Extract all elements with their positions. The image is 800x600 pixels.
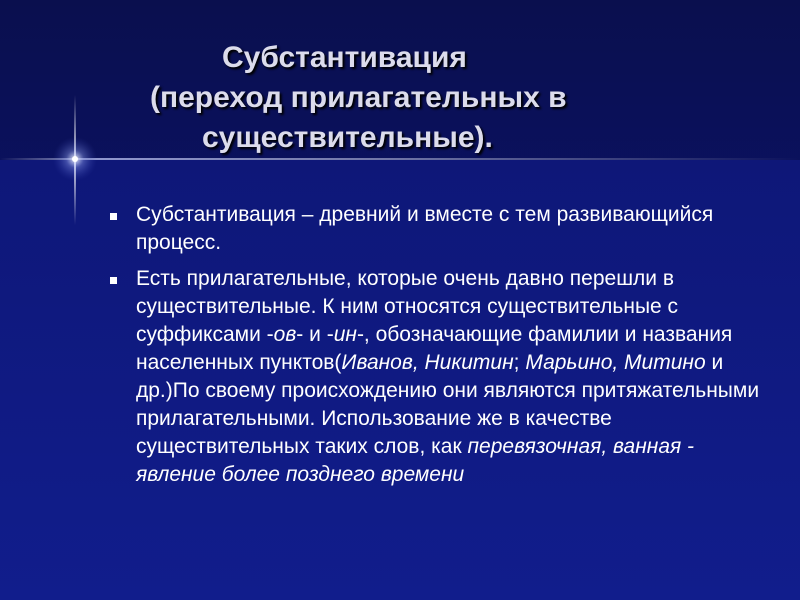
example-surnames: Иванов, Никитин <box>341 351 514 374</box>
slide-title <box>150 38 710 158</box>
bullet-item <box>104 201 764 257</box>
bullet-text: Субстантивация – древний и вместе с тем развивающийся процесс. <box>136 203 714 254</box>
suffix-ov: ов <box>273 323 297 346</box>
bullet-text-part: ; <box>513 351 526 374</box>
square-bullet-icon <box>110 213 117 220</box>
title-line-2: (переход прилагательных в <box>150 81 567 114</box>
bullet-item <box>104 265 764 489</box>
bullet-text-part: -, обозначающие фамилии и названия населенных пунктов( <box>136 323 733 374</box>
bullet-text-part: Есть прилагательные, которые очень давно перешли в существительные. К ним относятся существительные с суффиксами - <box>136 267 679 346</box>
sparkle-core <box>72 156 78 162</box>
title-line-1: Субстантивация <box>222 41 467 74</box>
title-line-3: существительные). <box>202 121 493 154</box>
bullet-text-part: и др.)По своему происхождению они являются притяжательными прилагательными. Использование же в качестве существительных таких слов, как <box>136 351 760 458</box>
bullet-list <box>104 201 764 497</box>
bullet-text-part: - и - <box>296 323 334 346</box>
example-nouns: перевязочная, ванная - явление более позднего времени <box>136 435 695 486</box>
suffix-in: ин <box>333 323 357 346</box>
example-places: Марьино, Митино <box>525 351 706 374</box>
square-bullet-icon <box>110 277 117 284</box>
